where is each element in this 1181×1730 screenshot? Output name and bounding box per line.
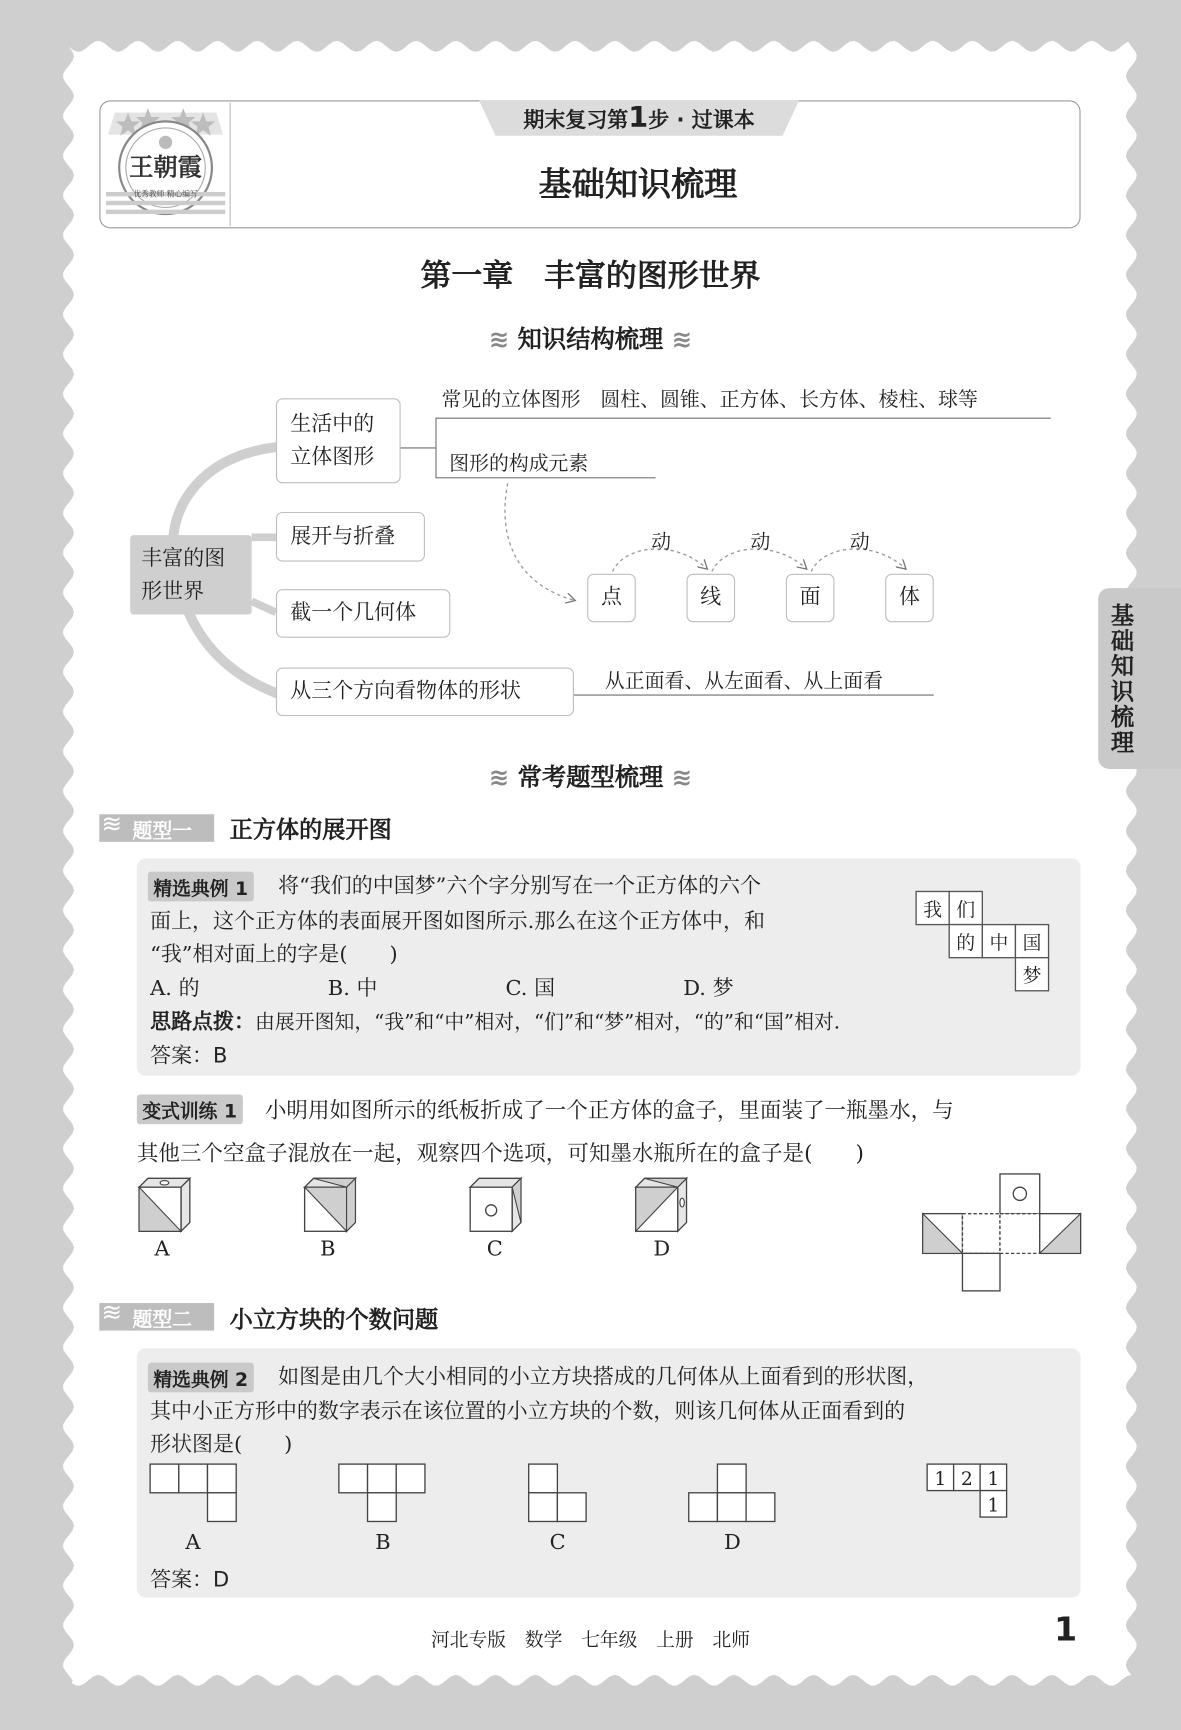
type2-tag: ≋ 题型二 (99, 1303, 214, 1331)
move-label: 动 (651, 530, 672, 554)
page-number: 1 (1054, 1610, 1078, 1650)
chain-solid: 体 (885, 574, 934, 623)
board-net-figure (921, 1172, 1087, 1296)
chain-point: 点 (587, 574, 636, 623)
choice-d-label: D (653, 1236, 671, 1262)
chain-line: 线 (687, 574, 736, 623)
choice-a-cube (139, 1178, 190, 1231)
cube-net-figure (914, 889, 1055, 993)
mindmap-branch-views: 从三个方向看物体的形状 (276, 668, 574, 717)
chapter-title: 第一章 丰富的图形世界 (420, 257, 761, 294)
side-tab: 基 础 知 识 梳 理 (1098, 588, 1181, 769)
choice-c-label: C (486, 1236, 503, 1262)
mindmap-branch-section: 截一个几何体 (276, 589, 450, 638)
example2-question-line3: 形状图是( ) (150, 1432, 293, 1457)
mindmap-branch-solids: 生活中的 立体图形 (276, 398, 401, 483)
section-title-types: ≋ 常考题型梳理 ≋ (488, 764, 693, 793)
chain-face: 面 (786, 574, 835, 623)
footer-text: 河北专版 数学 七年级 上册 北师 (431, 1629, 750, 1652)
example1-question-line3: “我”相对面上的字是( ) (150, 942, 398, 967)
type1-title: 正方体的展开图 (229, 816, 392, 843)
elements-text: 图形的构成元素 (449, 452, 589, 476)
choice-c-cube (470, 1178, 521, 1231)
choice-a-label: A (185, 1530, 201, 1555)
page-title: 基础知识梳理 (538, 165, 738, 205)
mindmap-root: 丰富的图 形世界 (130, 535, 251, 614)
choice-b-cube (305, 1178, 356, 1231)
example1-option-c: C. 国 (505, 976, 556, 1001)
example1-answer: 答案：B (150, 1043, 228, 1069)
variant1-question-line2: 其他三个空盒子混放在一起，观察四个选项，可知墨水瓶所在的盒子是( ) (136, 1140, 864, 1167)
logo-subtext: 优秀教师 精心编写 (133, 189, 198, 199)
choice-a-label: A (154, 1236, 170, 1262)
variant1-tag: 变式训练 1 (137, 1094, 243, 1124)
choice-d-cube (636, 1178, 687, 1231)
choice-b-label: B (320, 1236, 336, 1262)
choice-d-label: D (724, 1530, 741, 1555)
logo-text: 王朝霞 (129, 152, 202, 182)
views-text: 从正面看、从左面看、从上面看 (604, 669, 883, 693)
top-view-cell: 1 (987, 1495, 1000, 1517)
net-cell: 我 (923, 899, 943, 921)
mindmap-branch-unfold: 展开与折叠 (276, 512, 425, 562)
wave-icon: ≋ (101, 810, 122, 839)
example1-option-d: D. 梦 (683, 976, 734, 1001)
cube-choices (130, 1174, 704, 1240)
example2-tag: 精选典例 2 (148, 1363, 254, 1393)
wave-icon: ≋ (488, 764, 518, 793)
type2-title: 小立方块的个数问题 (229, 1306, 439, 1333)
example1-option-b: B. 中 (327, 976, 378, 1001)
example2-answer: 答案：D (150, 1567, 230, 1593)
move-label: 动 (750, 530, 771, 554)
variant1-question-line1: 小明用如图所示的纸板折成了一个正方体的盒子，里面装了一瓶墨水，与 (264, 1097, 954, 1124)
move-label: 动 (849, 530, 870, 554)
net-cell: 国 (1022, 932, 1042, 954)
front-view-choices (143, 1459, 794, 1532)
type1-tag: ≋ 题型一 (99, 814, 214, 842)
wave-icon: ≋ (663, 326, 693, 355)
net-cell: 梦 (1022, 965, 1042, 987)
net-cell: 的 (956, 932, 976, 954)
series-label: 期末复习第1步 · 过课本 (523, 101, 755, 135)
example1-option-a: A. 的 (150, 976, 200, 1001)
wave-icon: ≋ (488, 326, 518, 355)
example2-question-line2: 其中小正方形中的数字表示在该位置的小立方块的个数，则该几何体从正面看到的 (150, 1399, 906, 1424)
top-view-cell: 1 (934, 1469, 947, 1491)
example1-tag: 精选典例 1 (148, 872, 254, 902)
top-view-cell: 1 (987, 1469, 1000, 1491)
section-title-structure: ≋ 知识结构梳理 ≋ (488, 326, 693, 355)
example2-question-line1: 如图是由几个大小相同的小立方块搭成的几何体从上面看到的形状图， (278, 1364, 929, 1390)
wave-icon: ≋ (101, 1299, 122, 1328)
wave-icon: ≋ (663, 764, 693, 793)
top-view-cell: 2 (960, 1469, 973, 1491)
choice-c-label: C (549, 1530, 566, 1555)
common-solids-text: 常见的立体图形 圆柱、圆锥、正方体、长方体、棱柱、球等 (441, 388, 978, 412)
net-cell: 们 (956, 899, 976, 921)
example1-hint: 思路点拨：由展开图知，“我”和“中”相对，“们”和“梦”相对，“的”和“国”相对. (150, 1009, 841, 1034)
top-view-figure (925, 1461, 1013, 1521)
choice-b-label: B (375, 1530, 391, 1555)
example1-question-line2: 面上，这个正方体的表面展开图如图所示.那么在这个正方体中，和 (150, 909, 765, 934)
example1-question-line1: 将“我们的中国梦”六个字分别写在一个正方体的六个 (278, 873, 761, 899)
net-cell: 中 (989, 932, 1009, 954)
